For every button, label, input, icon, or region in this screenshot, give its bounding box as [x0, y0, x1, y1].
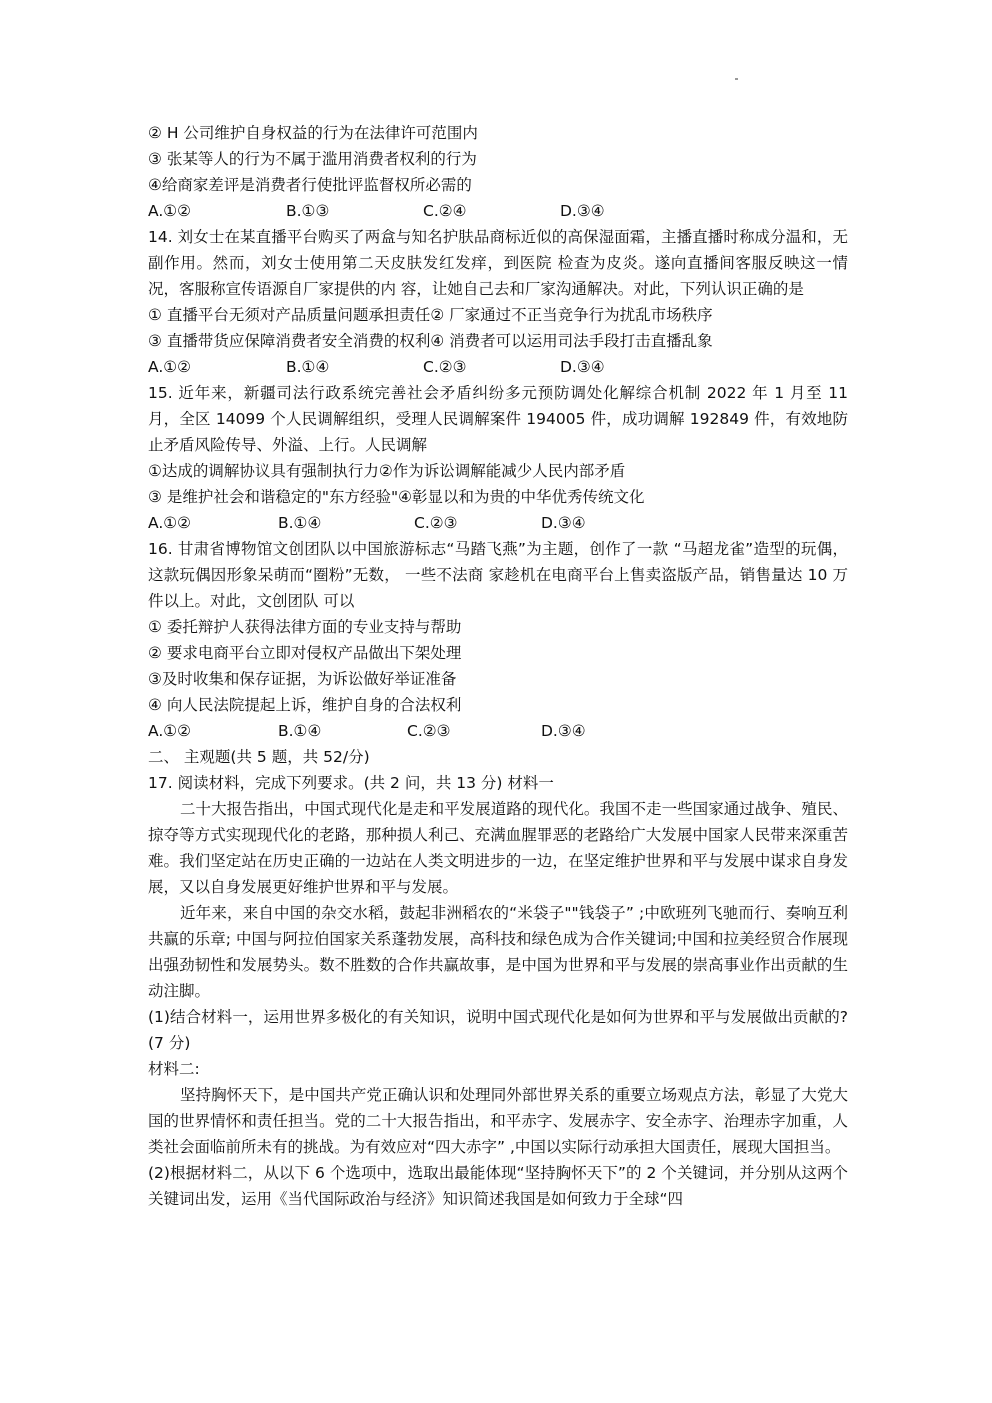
q13-option-a: A.①② — [148, 202, 192, 220]
q17-intro: 17. 阅读材料，完成下列要求。(共 2 问，共 13 分) 材料一 — [148, 774, 554, 792]
q14-option-d: D.③④ — [560, 358, 605, 376]
q16-item-1: ① 委托辩护人获得法律方面的专业支持与帮助 — [148, 618, 462, 636]
q17-material-2-label: 材料二: — [148, 1060, 200, 1078]
q17-material-1-para-2: 近年来，来自中国的杂交水稻，鼓起非洲稻农的“米袋子""钱袋子” ;中欧班列飞驰而行、奏响互利共赢的乐章; 中国与阿拉伯国家关系蓬勃发展，高科技和绿色成为合作关键词;中国和拉美经贸合作展现出强劲韧性和发展势头。数不胜数的合作共赢故事，是中国为世界和平与发展的崇高事业作出贡献的生动注脚。 — [148, 904, 848, 1000]
q15-option-d: D.③④ — [541, 514, 586, 532]
q14-options — [148, 354, 848, 380]
q14-stem: 14. 刘女士在某直播平台购买了两盒与知名护肤品商标近似的高保湿面霜，主播直播时称成分温和，无副作用。然而，刘女士使用第二天皮肤发红发痒，到医院 检查为皮炎。遂向直播间客服反映这一情况，客服称宣传语源自厂家提供的内 容，让她自己去和厂家沟通解决。对此，下列认识正确的是 — [148, 228, 848, 298]
q17-sub-question-1: (1)结合材料一，运用世界多极化的有关知识，说明中国式现代化是如何为世界和平与发展做出贡献的?(7 分) — [148, 1008, 848, 1052]
q13-option-c: C.②④ — [423, 202, 467, 220]
q15-option-b: B.①④ — [278, 514, 322, 532]
q16-options — [148, 718, 848, 744]
q14-option-a: A.①② — [148, 358, 192, 376]
q15-stem: 15. 近年来，新疆司法行政系统完善社会矛盾纠纷多元预防调处化解综合机制 2022 年 1 月至 11 月，全区 14099 个人民调解组织，受理人民调解案件 194005 件，成功调解 192849 件，有效地防止矛盾风险传导、外溢、上行。人民调解 — [148, 384, 848, 454]
q15-option-a: A.①② — [148, 514, 192, 532]
corner-mark — [735, 78, 738, 80]
q13-item-2: ② H 公司维护自身权益的行为在法律许可范围内 — [148, 124, 478, 142]
q13-item-4: ④给商家差评是消费者行使批评监督权所必需的 — [148, 176, 472, 194]
q13-option-b: B.①③ — [286, 202, 330, 220]
q13-option-d: D.③④ — [560, 202, 605, 220]
q16-option-a: A.①② — [148, 722, 192, 740]
q17-material-2-para: 坚持胸怀天下，是中国共产党正确认识和处理同外部世界关系的重要立场观点方法，彰显了大党大国的世界情怀和责任担当。党的二十大报告指出，和平赤字、发展赤字、安全赤字、治理赤字加重，人类社会面临前所未有的挑战。为有效应对“四大赤字” ,中国以实际行动承担大国责任，展现大国担当。 — [148, 1086, 848, 1156]
q14-option-b: B.①④ — [286, 358, 330, 376]
q16-item-3: ③及时收集和保存证据，为诉讼做好举证准备 — [148, 670, 457, 688]
q16-item-2: ② 要求电商平台立即对侵权产品做出下架处理 — [148, 644, 462, 662]
q13-item-3: ③ 张某等人的行为不属于滥用消费者权利的行为 — [148, 150, 477, 168]
q16-stem: 16. 甘肃省博物馆文创团队以中国旅游标志“马踏飞燕”为主题，创作了一款 “马超龙雀”造型的玩偶，这款玩偶因形象呆萌而“圈粉”无数， 一些不法商 家趁机在电商平台上售卖盗版产品，销售量达 10 万件以上。对此，文创团队 可以 — [148, 540, 848, 610]
q16-option-b: B.①④ — [278, 722, 322, 740]
q15-options — [148, 510, 848, 536]
q14-option-c: C.②③ — [423, 358, 467, 376]
page-content — [148, 120, 848, 1212]
q15-line-2: ③ 是维护社会和谐稳定的"东方经验"④彰显以和为贵的中华优秀传统文化 — [148, 488, 645, 506]
q16-item-4: ④ 向人民法院提起上诉，维护自身的合法权利 — [148, 696, 462, 714]
q17-material-1-para-1: 二十大报告指出，中国式现代化是走和平发展道路的现代化。我国不走一些国家通过战争、殖民、掠夺等方式实现现代化的老路，那种损人利己、充满血腥罪恶的老路给广大发展中国家人民带来深重苦难。我们坚定站在历史正确的一边站在人类文明进步的一边，在坚定维护世界和平与发展中谋求自身发展，又以自身发展更好维护世界和平与发展。 — [148, 800, 848, 896]
q15-line-1: ①达成的调解协议具有强制执行力②作为诉讼调解能减少人民内部矛盾 — [148, 462, 626, 480]
q16-option-d: D.③④ — [541, 722, 586, 740]
section-two-heading: 二、 主观题(共 5 题，共 52/分) — [148, 748, 370, 766]
q14-line-2: ③ 直播带货应保障消费者安全消费的权利④ 消费者可以运用司法手段打击直播乱象 — [148, 332, 713, 350]
q16-option-c: C.②③ — [407, 722, 451, 740]
q15-option-c: C.②③ — [414, 514, 458, 532]
q13-options — [148, 198, 848, 224]
q14-line-1: ① 直播平台无须对产品质量问题承担责任② 厂家通过不正当竞争行为扰乱市场秩序 — [148, 306, 713, 324]
q17-sub-question-2: (2)根据材料二，从以下 6 个选项中，选取出最能体现“坚持胸怀天下”的 2 个关键词，并分别从这两个关键词出发，运用《当代国际政治与经济》知识简述我国是如何致力于全球“四 — [148, 1164, 848, 1208]
